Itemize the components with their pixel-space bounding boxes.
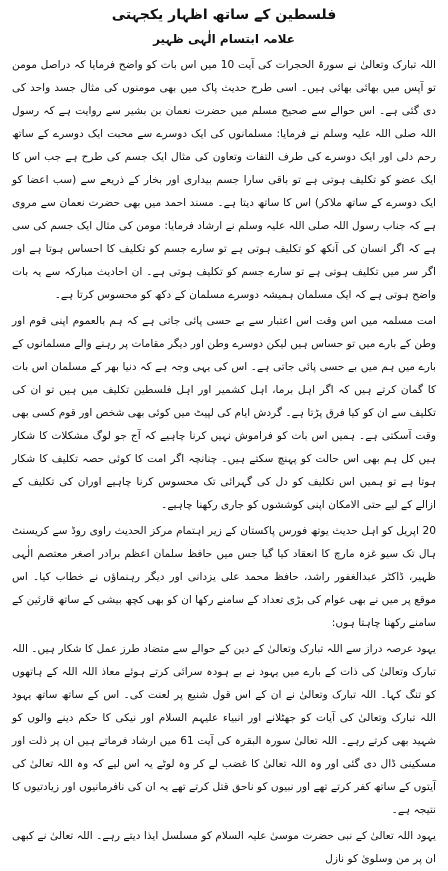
- article-title: فلسطین کے ساتھ اظہار یکجہتی: [111, 7, 337, 23]
- paragraph-5: یہود اللہ تعالیٰ کے نبی حضرت موسیٰ علیہ السلام کو مسلسل ایذا دیتے رہے۔ اللہ تعالیٰ نے کبھی ان پر من وسلویٰ کو نازل: [12, 830, 436, 865]
- article-author: علامہ ابتسام الٰہی ظہیر: [153, 32, 295, 46]
- paragraph-3: 20 اپریل کو اہل حدیث یوتھ فورس پاکستان کے زیر اہتمام مرکز الحدیث راوی روڈ سے کریسنٹ ہال تک سیو غزہ مارچ کا انعقاد کیا گیا جس میں حافظ سلمان اعظم برادر اصغر معتصم الٰہی ظہیر، ڈاکٹر عبدالغفور راشد، حافظ محمد علی یزدانی اور دیگر رہنماؤں نے خطاب کیا۔ اس موقع پر میں نے بھی عوام کی بڑی تعداد کے سامنے رکھا ان کو بھی کچھ بیشی کے ساتھ قارئین کے سامنے رکھنا چاہتا ہوں:: [12, 525, 436, 629]
- paragraph-2: امت مسلمہ میں اس وقت اس اعتبار سے بے حسی پائی جاتی ہے کہ ہم بالعموم اپنی قوم اور وطن کے بارے میں تو حساس ہیں لیکن دوسرے وطن اور دیگر مقامات پر رہنے والے مسلمانوں کے بارے میں ہم میں بے حسی پائی جاتی ہے۔ اس کی یہی وجہ ہے کہ دنیا بھر کے مسلمان اس بات کا گمان کرتے ہیں کہ اگر اہل برما، اہل کشمیر اور اہل فلسطین تکلیف میں ہیں تو ان کی تکلیف سے ان کو کیا فرق پڑتا ہے۔ گردش ایام کی لپیٹ میں کوئی بھی شخص اور قوم کسی بھی وقت آسکتی ہے۔ ہمیں اس بات کو فراموش نہیں کرنا چاہیے کہ آج جو لوگ مشکلات کا شکار ہیں کل ہم بھی اس حالت کو پہنچ سکتے ہیں۔ چنانچہ اگر امت کا کوئی حصہ تکلیف کا شکار ہوتا ہے تو ہمیں اس تکلیف کو دل کی گہرائی تک محسوس کرنا چاہیے اوران کی تکلیف کے ازالے کے لیے حتی الامکان اپنی کوششوں کو جاری رکھنا چاہیے۔: [12, 315, 436, 511]
- paragraph-1: اللہ تبارک وتعالیٰ نے سورۃ الحجرات کی آیت 10 میں اس بات کو واضح فرمایا کہ دراصل مومن تو آپس میں بھائی بھائی ہیں۔ اسی طرح حدیث پاک میں بھی مومنوں کی مثال جسد واحد کی دی گئی ہے۔ اس حوالے سے صحیح مسلم میں حضرت نعمان بن بشیر سے روایت ہے کہ رسول اللہ صلی اللہ علیہ وسلم نے فرمایا: مسلمانوں کی ایک دوسرے سے محبت ایک دوسرے کے ساتھ رحم دلی اور ایک دوسرے کی طرف التفات وتعاون کی مثال ایک جسم کی طرح ہے جب اس کا ایک عضو کو تکلیف ہوتی ہے تو باقی سارا جسم بیداری اور بخار کے ذریعے سے (سب اعضا کو ایک دوسرے کے ساتھ ملاکر) اس کا ساتھ دیتا ہے۔ مسند احمد میں بھی حضرت نعمان سے مروی ہے کہ جناب رسول اللہ صلی اللہ علیہ وسلم نے ارشاد فرمایا: مومن کی مثال ایک جسم کی سی ہے کہ اگر انسان کی آنکھ کو تکلیف ہوتی ہے تو سارے جسم کو تکلیف کا احساس ہوتا ہے اور اگر سر میں تکلیف ہوتی ہے تو سارے جسم کو تکلیف ہوتی ہے۔ ان احادیث مبارکہ سے یہ بات واضح ہوتی ہے کہ ایک مسلمان ہمیشہ دوسرے مسلمان کے دکھ کو محسوس کرتا ہے۔: [12, 59, 436, 301]
- paragraph-4: یہود عرصہ دراز سے اللہ تبارک وتعالیٰ کے دین کے حوالے سے متضاد طرز عمل کا شکار ہیں۔ اللہ تبارک وتعالیٰ کی ذات کے بارے میں یہود نے بے ہودہ سرائی کرتے ہوئے معاذ اللہ اللہ کے ہاتھوں کو تنگ کہا۔ اللہ تبارک وتعالیٰ نے ان کے اس قول شنیع پر لعنت کی۔ اس کے ساتھ ساتھ یہود اللہ تبارک وتعالیٰ کی آیات کو جھٹلانے اور انبیاء علیہم السلام اور نیکی کا حکم دینے والوں کو شہید بھی کرتے رہے۔ اللہ تعالیٰ سورہ البقرہ کی آیت 61 میں ارشاد فرماتے ہیں ان پر ذلت اور مسکینی ڈال دی گئی اور وہ اللہ تعالیٰ کا غضب لے کر وہ لوٹے یہ اس لیے کہ وہ اللہ تعالیٰ کی آیتوں کے ساتھ کفر کرتے تھے اور نبیوں کو ناحق قتل کرتے تھے یہ ان کی نافرمانیوں اور زیادتیوں کا نتیجہ ہے۔: [12, 643, 436, 816]
